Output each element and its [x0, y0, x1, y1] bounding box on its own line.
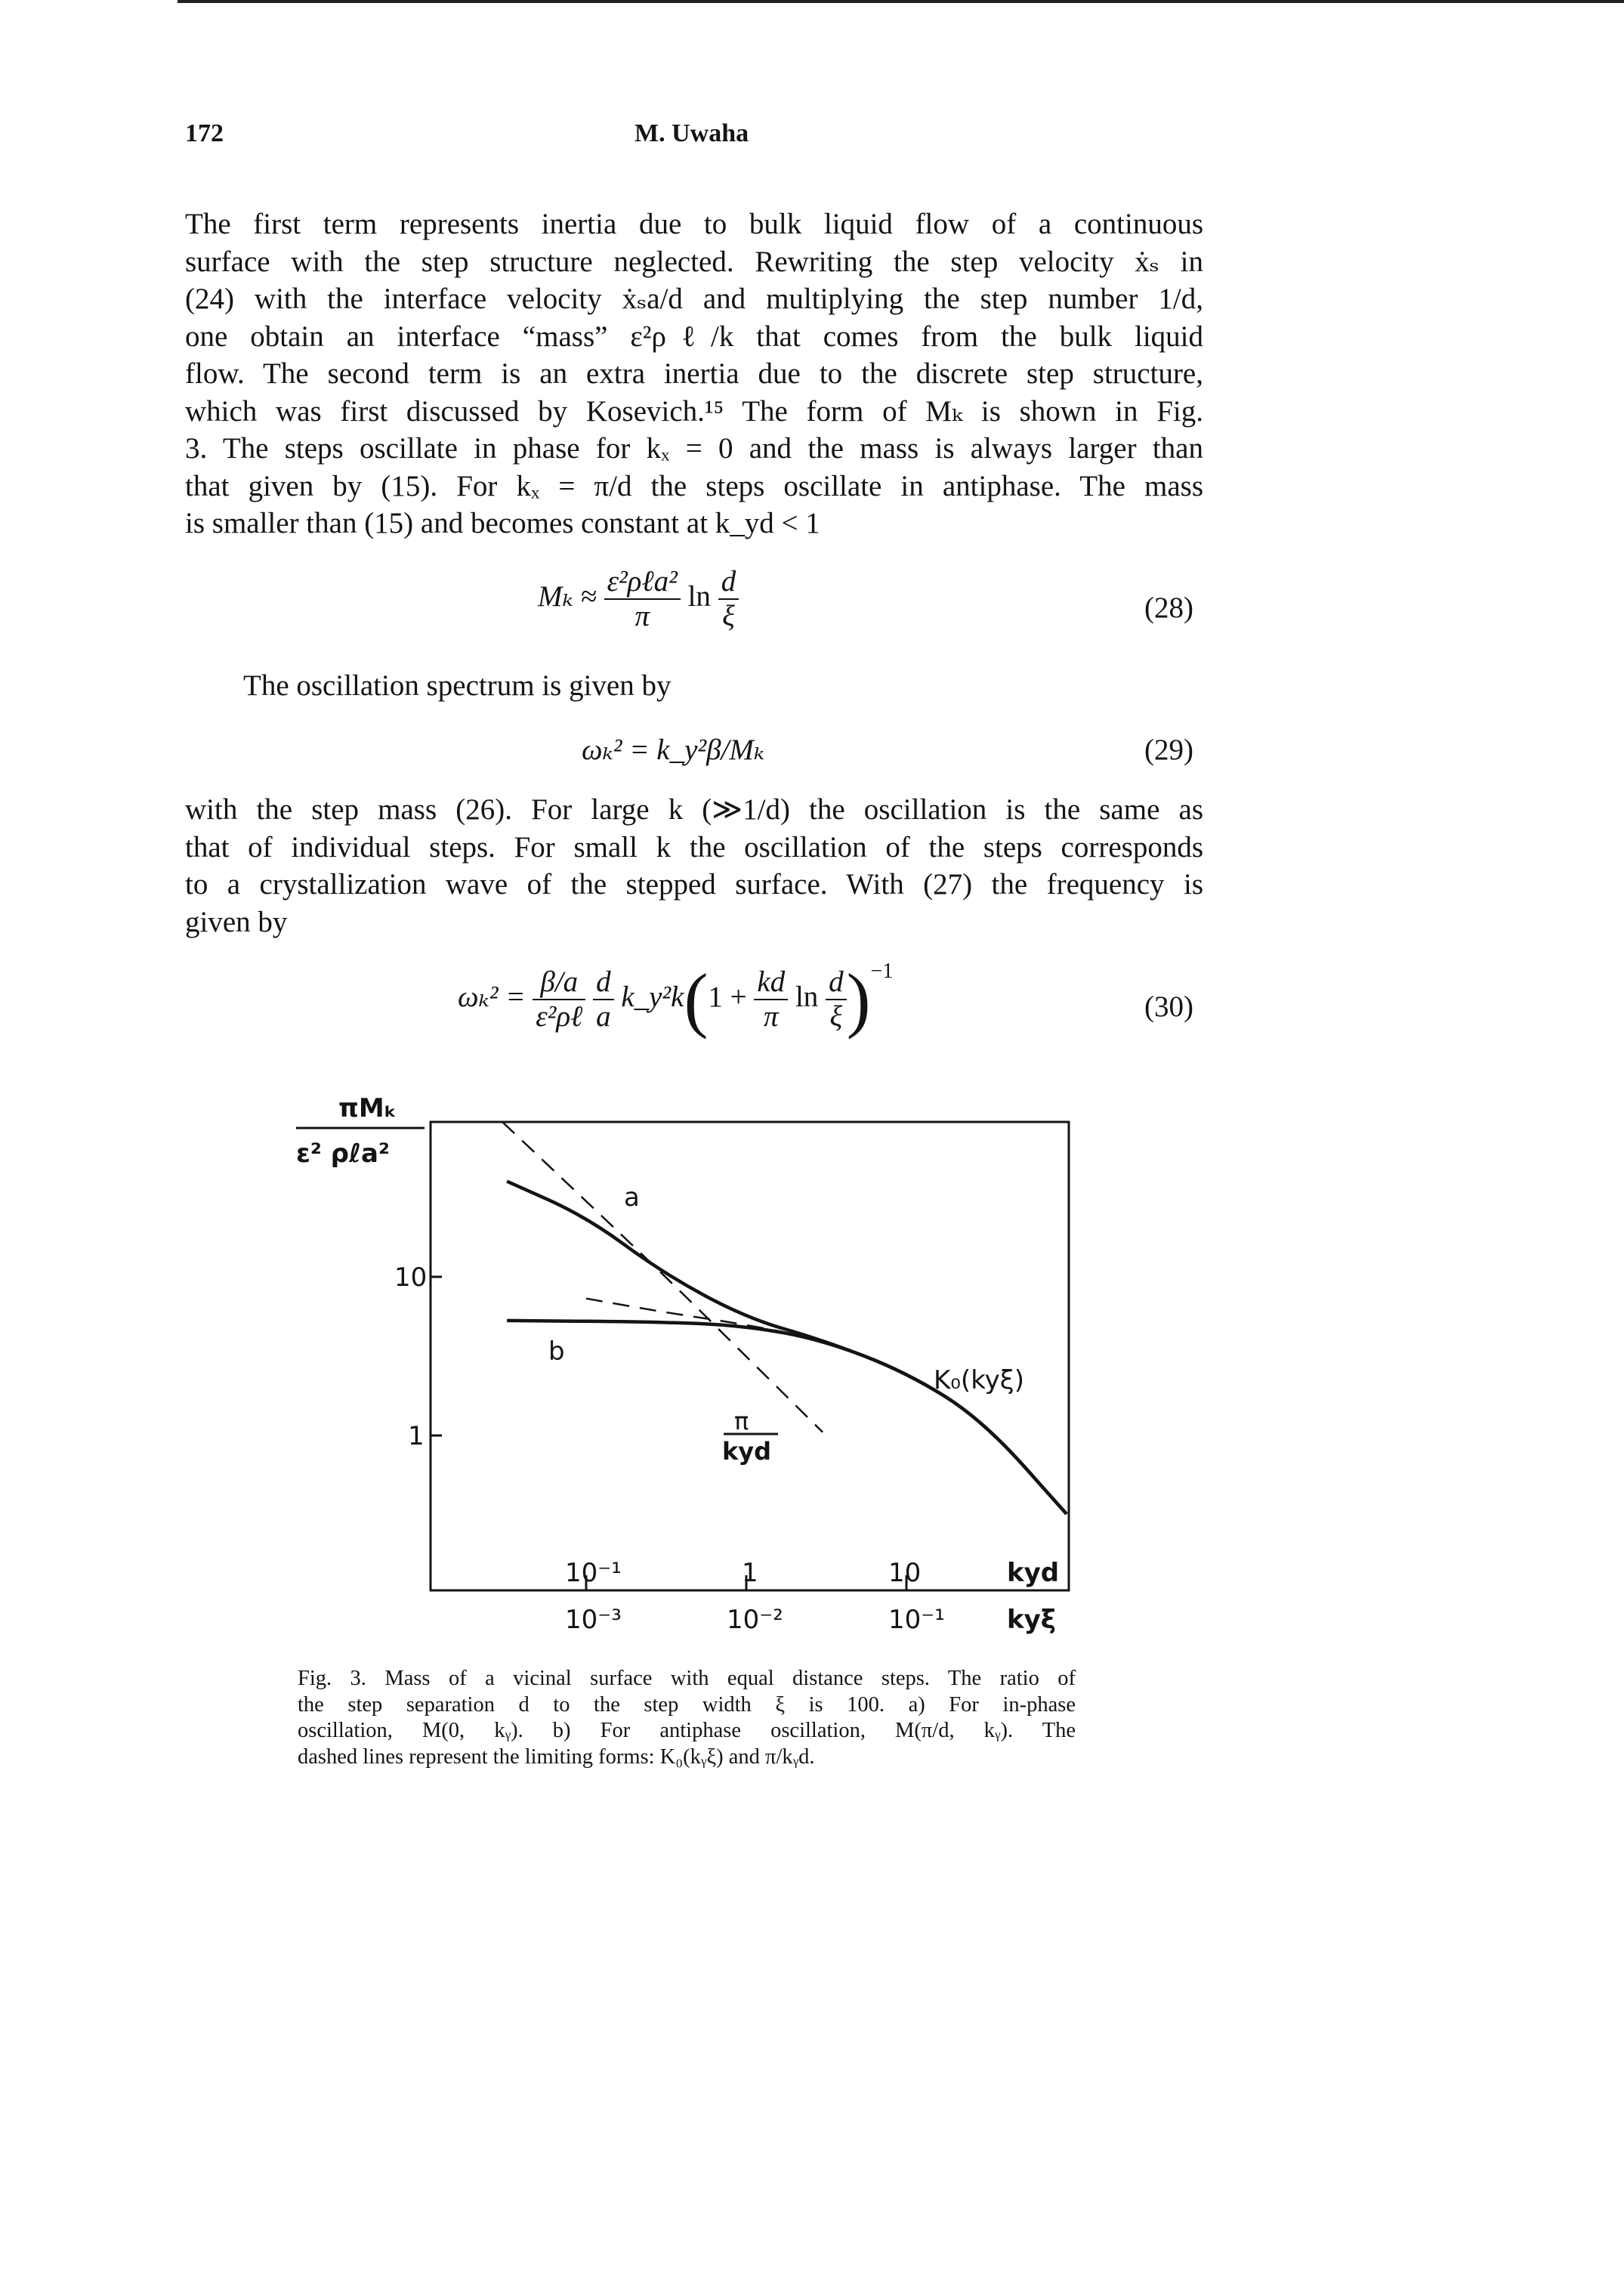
curve-K0 — [586, 1299, 1067, 1514]
text-line: The oscillation spectrum is given by — [243, 669, 672, 702]
fraction-denominator: ε²ρℓ — [536, 1000, 583, 1034]
equation-number: (28) — [1144, 592, 1193, 624]
x-tick-label-bottom: 10⁻¹ — [888, 1605, 945, 1635]
x-tick-label-bottom: 10⁻² — [727, 1605, 783, 1635]
y-axis-label-num: πMₖ — [338, 1093, 397, 1123]
page-number: 172 — [185, 119, 224, 147]
text-line: that given by (15). For kₓ = π/d the steps oscillate in antiphase. The mass — [185, 469, 1203, 502]
equation-number: (30) — [1144, 990, 1193, 1023]
text-line: one obtain an interface “mass” ε²ρℓ/k that comes from the bulk liquid — [185, 320, 1203, 353]
y-axis-label-den: ε² ρℓa² — [296, 1139, 390, 1169]
fraction-denominator: π — [764, 1000, 779, 1034]
text-line: that of individual steps. For small k the oscillation of the steps corresponds — [185, 830, 1203, 864]
x-tick-label-top: 10⁻¹ — [565, 1558, 622, 1588]
caption-line: oscillation, M(0, kᵧ). b) For antiphase oscillation, M(π/d, kᵧ). The — [298, 1719, 1076, 1742]
right-paren: ) — [846, 959, 871, 1040]
fraction-denominator: ξ — [722, 600, 735, 632]
left-paren: ( — [684, 959, 709, 1040]
text-line: flow. The second term is an extra inertia due to the discrete step structure, — [185, 357, 1203, 390]
fraction-numerator: β/a — [533, 966, 585, 1000]
curve-label-pi-den: kyd — [722, 1437, 772, 1466]
fraction-numerator: d — [593, 966, 614, 1000]
curve-label-a: a — [624, 1182, 640, 1213]
equation-29: ωₖ² = k_y²β/Mₖ — [582, 734, 765, 766]
text-line: is smaller than (15) and becomes constant at k_yd < 1 — [185, 507, 820, 539]
curve-pi-over-kyd — [502, 1122, 823, 1432]
caption-line: dashed lines represent the limiting forms: K₀(kᵧξ) and π/kᵧd. — [298, 1744, 815, 1769]
text-line: given by — [185, 905, 288, 938]
x-tick-label-top: 10 — [888, 1558, 922, 1588]
fraction-denominator: π — [634, 600, 650, 632]
curve-a — [507, 1182, 1067, 1514]
x-tick-label-top: 1 — [742, 1558, 758, 1588]
exponent: −1 — [870, 960, 894, 983]
text-line: (24) with the interface velocity ẋₛa/d and multiplying the step number 1/d, — [185, 283, 1203, 315]
fraction-denominator: a — [596, 1000, 611, 1034]
running-head-author: M. Uwaha — [634, 119, 749, 147]
text-line: with the step mass (26). For large k (≫1/d) the oscillation is the same as — [185, 793, 1203, 826]
x-unit-bottom: kyξ — [1007, 1605, 1056, 1635]
equation-number: (29) — [1144, 734, 1193, 766]
curve-label-pi: π — [734, 1407, 749, 1435]
curve-label-K0: K₀(kyξ) — [934, 1365, 1025, 1395]
x-unit-top: kyd — [1007, 1558, 1060, 1588]
ln-symbol: ln — [795, 981, 819, 1013]
text-line: surface with the step structure neglected. Rewriting the step velocity ẋₛ in — [185, 245, 1203, 278]
text-line: The first term represents inertia due to bulk liquid flow of a continuous — [185, 208, 1203, 240]
curve-b — [507, 1321, 1067, 1514]
curve-label-b: b — [548, 1337, 565, 1367]
y-tick-label: 10 — [394, 1262, 428, 1293]
text-line: 3. The steps oscillate in phase for kₓ = 0 and the mass is always larger than — [185, 432, 1203, 465]
text-line: to a crystallization wave of the stepped surface. With (27) the frequency is — [185, 868, 1203, 901]
fraction-numerator: d — [826, 966, 847, 1000]
x-tick-label-bottom: 10⁻³ — [565, 1605, 622, 1635]
ln-symbol: ln — [687, 579, 711, 613]
plot-frame — [431, 1122, 1069, 1590]
y-tick-label: 1 — [408, 1421, 425, 1451]
fraction-numerator: d — [718, 565, 739, 600]
text-line: which was first discussed by Kosevich.¹⁵ The form of Mₖ is shown in Fig. — [185, 394, 1203, 428]
eq-term: k_y²k — [621, 981, 684, 1013]
fraction-denominator: ξ — [829, 1000, 843, 1034]
eq-lhs: ωₖ² = — [458, 981, 526, 1013]
fraction-numerator: ε²ρℓa² — [604, 565, 681, 600]
caption-line: the step separation d to the step width ξ is 100. a) For in-phase — [298, 1692, 1076, 1717]
caption-line: Fig. 3. Mass of a vicinal surface with equal distance steps. The ratio of — [298, 1667, 1076, 1690]
fraction-numerator: kd — [754, 966, 788, 1000]
eq-lhs: Mₖ ≈ — [538, 579, 597, 613]
eq-term: 1 + — [708, 981, 747, 1013]
figure-caption — [298, 1666, 1076, 1770]
